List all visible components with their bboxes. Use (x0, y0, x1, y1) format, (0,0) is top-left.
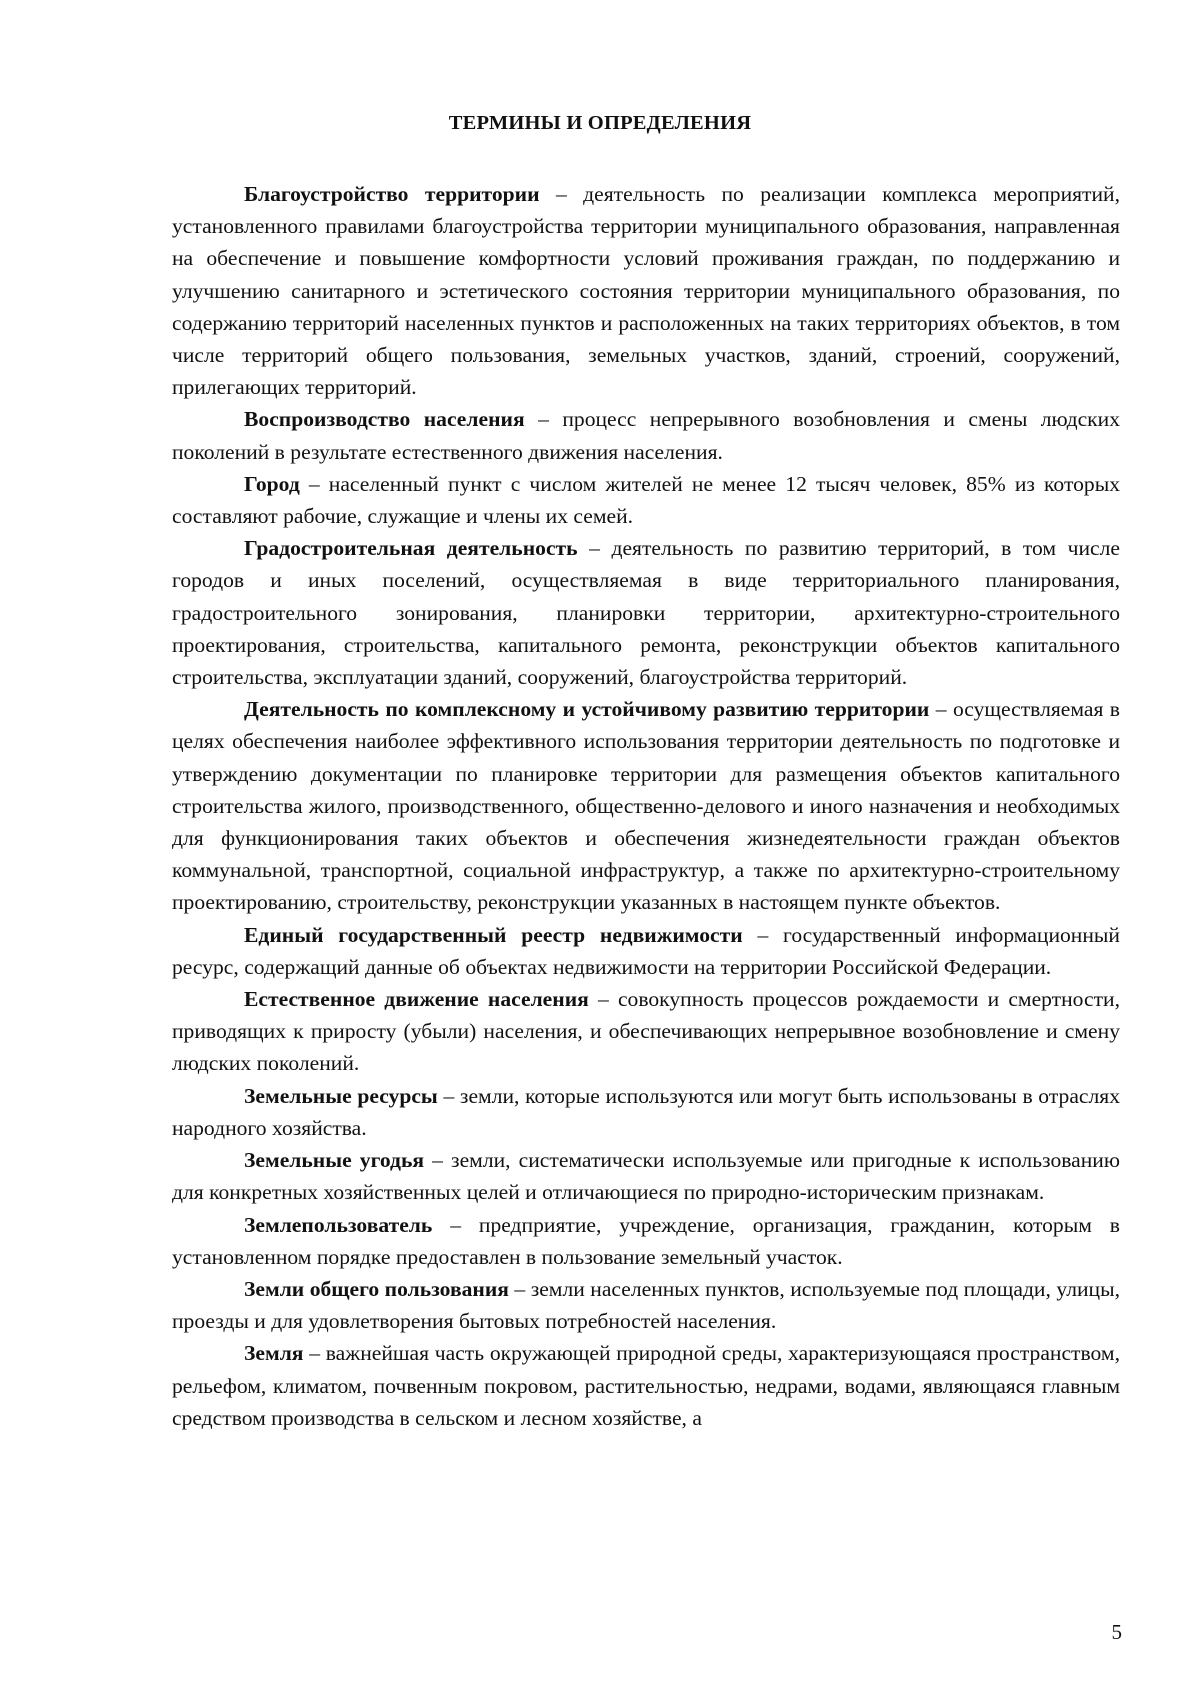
definition-term: Земельные угодья (244, 1148, 425, 1173)
definition-text: – населенный пункт с числом жителей не менее 12 тысяч человек, 85% из которых составляют рабочие, служащие и члены их семей. (172, 471, 1120, 529)
definition-term: Деятельность по комплексному и устойчивому развитию территории (244, 697, 930, 722)
definition-text: – совокупность процессов рождаемости и смертности, приводящих к приросту (убыли) населения, и обеспечивающих непрерывное возобновление и смену людских поколений. (172, 987, 1120, 1076)
definition-text: – деятельность по реализации комплекса мероприятий, установленного правилами благоустройства территории муниципального образования, направленная на обеспечение и повышение комфортности условий проживания граждан, по поддержанию и улучшению санитарного и эстетического состояния территории муниципального образования, по содержанию территорий населенных пунктов и расположенных на таких территориях объектов, в том числе территорий общего пользования, земельных участков, зданий, строений, сооружений, прилегающих территорий. (172, 182, 1121, 400)
definition-term: Естественное движение населения (244, 987, 589, 1012)
definition-text: – предприятие, учреждение, организация, гражданин, которым в установленном порядке предоставлен в пользование земельный участок. (172, 1212, 1120, 1269)
definition-entry (172, 983, 1120, 1080)
definition-entry (172, 1337, 1120, 1434)
definitions-list (172, 178, 1120, 1434)
definition-term: Градостроительная деятельность (244, 536, 578, 561)
definition-term: Земли общего пользования (244, 1276, 509, 1301)
definition-entry (172, 1080, 1120, 1144)
definition-text: – деятельность по развитию территорий, в том числе городов и иных поселений, осуществляемая в виде территориального планирования, градостроительного зонирования, планировки территории, архитектурно-строительного проектирования, строительства, капитального ремонта, реконструкции объектов капитального строительства, эксплуатации зданий, сооружений, благоустройства территорий. (172, 536, 1120, 690)
definition-text: – процесс непрерывного возобновления и смены людских поколений в результате естественного движения населения. (172, 407, 1120, 464)
page-number: 5 (1111, 1620, 1122, 1644)
definition-entry (172, 693, 1120, 918)
definition-entry (172, 403, 1120, 467)
definition-term: Воспроизводство населения (244, 407, 525, 432)
definition-term: Землепользователь (244, 1212, 433, 1237)
definition-text: – земли, которые используются или могут быть использованы в отраслях народного хозяйства. (172, 1083, 1120, 1140)
definition-term: Благоустройство территории (244, 182, 540, 206)
definition-term: Земля (244, 1341, 304, 1366)
definition-text: – земли, систематически используемые или пригодные к использованию для конкретных хозяйственных целей и отличающиеся по природно-историческим признакам. (172, 1148, 1120, 1205)
definition-entry (172, 919, 1120, 983)
definition-text: – осуществляемая в целях обеспечения наиболее эффективного использования территории деятельность по подготовке и утверждению документации по планировке территории для размещения объектов капитального строительства жилого, производственного, общественно-делового и иного назначения и необходимых для функционирования таких объектов и обеспечения жизнедеятельности граждан объектов коммунальной, транспортной, социальной инфраструктур, а также по архитектурно-строительному проектированию, строительству, реконструкции указанных в настоящем пункте объектов. (172, 697, 1120, 915)
definition-term: Земельные ресурсы (244, 1083, 438, 1108)
definition-text: – государственный информационный ресурс, содержащий данные об объектах недвижимости на территории Российской Федерации. (172, 922, 1120, 979)
definition-term: Единый государственный реестр недвижимости (244, 922, 743, 947)
definition-text: – важнейшая часть окружающей природной среды, характеризующаяся пространством, рельефом, климатом, почвенным покровом, растительностью, недрами, водами, являющаяся главным средством производства в сельском и лесном хозяйстве, а (172, 1341, 1120, 1430)
definition-text: – земли населенных пунктов, используемые под площади, улицы, проезды и для удовлетворения бытовых потребностей населения. (172, 1276, 1120, 1334)
definition-entry (172, 178, 1120, 403)
page-title: ТЕРМИНЫ И ОПРЕДЕЛЕНИЯ (448, 112, 752, 134)
definition-entry (172, 1144, 1120, 1208)
definition-entry (172, 468, 1120, 532)
definition-entry (172, 1209, 1120, 1273)
definition-entry (172, 532, 1120, 693)
definition-entry (172, 1273, 1120, 1337)
definition-term: Город (244, 471, 300, 496)
